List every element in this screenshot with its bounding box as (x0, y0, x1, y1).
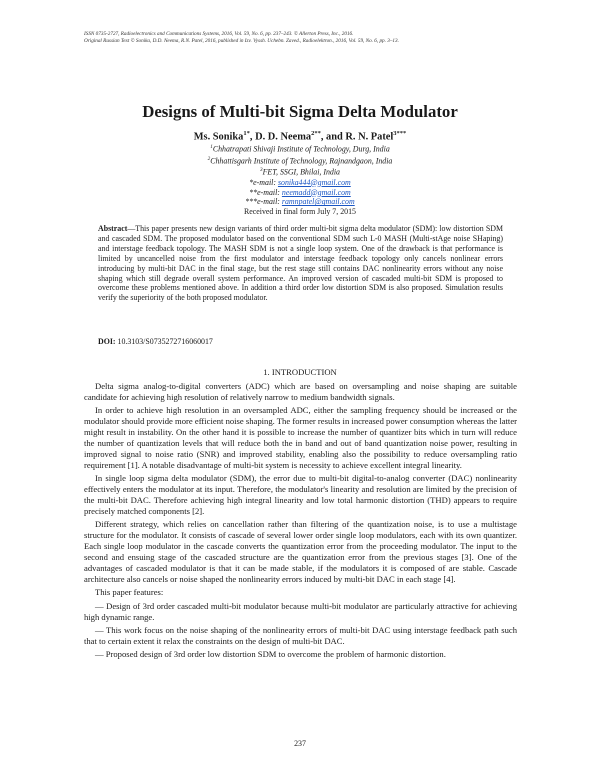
abstract-text: —This paper presents new design variants of third order multi-bit sigma delta modulator (SDM): low distortion SDM and cascaded SDM. The proposed modulator based on the conventional SDM such L-0 MASH (Multi-stAge noise SHaping) and interstage feedback topology. The MASH SDM is not a single loop system. One of the drawback is that performance is limited by uncancelled noise from the first modulator and interstage feedback topology only cancels nonlinear errors introducing by multi-bit DAC in the final stage, but the rest stage still contains DAC nonlinearity errors without any noise shaping which still degrade overall system performance. An improved version of cascaded multi-bit SDM is proposed to overcome these problems mentioned above. In addition a third order low distortion SDM is also proposed. Simulation results verify the superiority of the both proposed modulator. (98, 224, 503, 303)
author-marker: 1* (243, 130, 250, 137)
author-name: D. D. Neema (255, 131, 312, 143)
email-line (0, 197, 600, 207)
affiliation-text: FET, SSGI, Bhilai, India (262, 167, 341, 177)
doi (98, 337, 213, 346)
received-date: Received in final form July 7, 2015 (244, 207, 356, 216)
abstract-label: Abstract (98, 224, 128, 233)
section-heading: 1. INTRODUCTION (263, 367, 337, 377)
email-line (0, 188, 600, 198)
author-name: Ms. Sonika (193, 131, 244, 143)
email-link[interactable]: sonika444@gmail.com (277, 177, 351, 187)
doi-value: 10.3103/S0735272716060017 (117, 337, 213, 346)
email-prefix: *e-mail: (249, 177, 278, 187)
affiliation-marker: 1 (210, 144, 213, 150)
paragraph: In order to achieve high resolution in an oversampled ADC, either the sampling frequency should be increased or the modulator should provide more efficient noise shaping. The former results in increased power consumption whereas the latter might result in instability. On the other hand it is possible to increase the number of quantizer bits which in turn will reduce the number of quantization levels that will reduce both the in band and out of band quantization noise power, resulting in improved signal to noise ratio (SNR) and improved stability, enabling also the possibility to reduce oversampling ratio requirement [1]. A notable disadvantage of multi-bit system is necessity to achieve excellent integral linearity. (84, 405, 517, 470)
page-number: 237 (294, 739, 306, 748)
email-prefix: ***e-mail: (245, 197, 282, 207)
paragraph: This paper features: (95, 587, 164, 598)
author-name: R. N. Patel (345, 131, 394, 143)
affiliation-text: Chhattisgarh Institute of Technology, Rajnandgaon, India (210, 156, 393, 166)
doi-label: DOI: (98, 337, 116, 346)
email-line (0, 178, 600, 188)
affiliations (0, 143, 600, 207)
paragraph: Different strategy, which relies on cancellation rather than filtering of the quantization noise, is to use a multistage structure for the modulator. It consists of cascade of several lower order single loop modulators, each with its own quantizer. Each single loop modulator in the cascade converts the quantization error from the proceeding modulator. The input to the second and ensuing stage of the cascaded structure are the quantization error from the previous stages [3]. One of the advantages of cascaded modulator is that it can be made stable, if the modulators it is composed of are stable. Cascade architecture also cancels or noise shaped the nonlinearity errors induced by multi-bit DAC in each stage [4]. (84, 519, 517, 584)
author-separator: , and (320, 131, 346, 143)
author-marker: 3*** (393, 130, 407, 137)
journal-header (84, 31, 524, 46)
affiliation-line (0, 155, 600, 167)
author-separator: , (249, 131, 256, 143)
abstract (98, 224, 503, 303)
email-link[interactable]: neemadd@gmail.com (281, 187, 351, 197)
affiliation-marker: 3 (259, 167, 263, 174)
feature-item: — Proposed design of 3rd order low distortion SDM to overcome the problem of harmonic distortion. (95, 649, 446, 660)
author-list (0, 127, 600, 144)
journal-citation-line: ISSN 0735-2727, Radioelectronics and Communications Systems, 2016, Vol. 59, No. 6, pp. 237–243. © Allerton Press, Inc., 2016. (84, 31, 354, 37)
feature-item: — This work focus on the noise shaping of the nonlinearity errors of multi-bit DAC using interstage feedback path such that to certain extent it relax the constraints on the design of multi-bit DAC. (84, 625, 517, 646)
email-link[interactable]: ramnpatel@gmail.com (281, 197, 355, 207)
paper-title: Designs of Multi-bit Sigma Delta Modulator (142, 102, 458, 121)
feature-item: — Design of 3rd order cascaded multi-bit modulator because multi-bit modulator are particularly attractive for achieving high dynamic range. (84, 600, 517, 622)
paragraph: In single loop sigma delta modulator (SDM), the error due to multi-bit digital-to-analog converter (DAC) nonlinearity effectively enters the modulator at its input. Therefore, the modulator's linearity and resolution are limited by the precision of the multi-bit DAC. Therefore achieving high integral linearity and low total harmonic distortion (THD) appears to require precisely matched components [2]. (84, 473, 517, 516)
affiliation-line (0, 166, 600, 178)
affiliation-text: Chhatrapati Shivaji Institute of Technology, Durg, India (212, 144, 390, 154)
original-text-line: Original Russian Text © Sonika, D.D. Neema, R.N. Patel, 2016, published in Izv. Vyssh. Uchebn. Zaved., Radioelektron., 2016, Vol. 59, No. 6, pp. 3–13. (84, 38, 399, 45)
body-text (84, 381, 517, 663)
paragraph: Delta sigma analog-to-digital converters (ADC) which are based on oversampling and noise shaping are suitable candidate for achieving high resolution of relatively narrow to medium bandwidth signals. (84, 381, 517, 402)
author-marker: 2** (311, 130, 321, 137)
email-prefix: **e-mail: (249, 187, 282, 197)
affiliation-line (0, 143, 600, 155)
affiliation-marker: 2 (207, 155, 211, 162)
